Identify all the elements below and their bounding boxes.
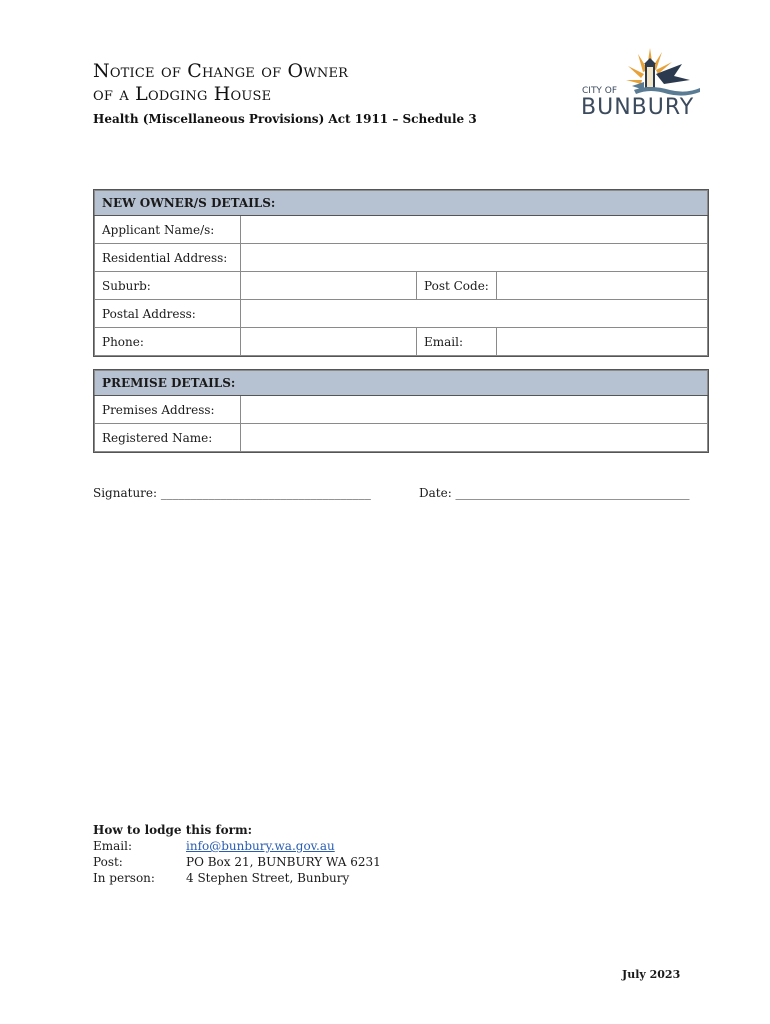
city-of-bunbury-logo [578, 46, 708, 122]
footer-date: July 2023 [622, 968, 681, 981]
applicant-name-label: Applicant Name/s: [95, 216, 241, 244]
lodge-email-row [93, 838, 381, 854]
suburb-field[interactable] [241, 272, 417, 300]
phone-label: Phone: [95, 328, 241, 356]
premises-address-label: Premises Address: [95, 396, 241, 424]
lodge-person-value: 4 Stephen Street, Bunbury [186, 871, 350, 885]
lodge-person-row [93, 870, 381, 886]
lodge-email-label: Email: [93, 839, 133, 853]
registered-name-field[interactable] [241, 424, 708, 452]
phone-field[interactable] [241, 328, 417, 356]
applicant-name-field[interactable] [241, 216, 708, 244]
new-owner-section [93, 189, 709, 357]
lodge-heading: How to lodge this form: [93, 823, 253, 837]
registered-name-label: Registered Name: [95, 424, 241, 452]
lodge-instructions [93, 822, 381, 886]
residential-address-field[interactable] [241, 244, 708, 272]
postcode-field[interactable] [497, 272, 708, 300]
logo-small-text: CITY OF [582, 86, 618, 96]
postal-address-field[interactable] [241, 300, 708, 328]
premises-address-field[interactable] [241, 396, 708, 424]
lodge-post-row [93, 854, 381, 870]
email-field[interactable] [497, 328, 708, 356]
postal-address-label: Postal Address: [95, 300, 241, 328]
title-line-1: Notice of Change of Owner [93, 60, 349, 82]
lodge-email-link[interactable]: info@bunbury.wa.gov.au [186, 839, 335, 853]
title-block [93, 60, 477, 126]
date-line[interactable]: Date: _______________________________________ [419, 486, 690, 500]
premise-table [94, 370, 708, 452]
suburb-label: Suburb: [95, 272, 241, 300]
new-owner-table [94, 190, 708, 356]
logo-graphic-icon [578, 46, 708, 122]
residential-address-label: Residential Address: [95, 244, 241, 272]
premise-section [93, 369, 709, 453]
lodge-post-value: PO Box 21, BUNBURY WA 6231 [186, 855, 381, 869]
email-label: Email: [417, 328, 497, 356]
form-subtitle: Health (Miscellaneous Provisions) Act 1911 – Schedule 3 [93, 112, 477, 126]
lodge-post-label: Post: [93, 855, 123, 869]
form-title [93, 60, 477, 106]
signature-line[interactable]: Signature: ___________________________________ [93, 486, 371, 500]
lodge-person-label: In person: [93, 871, 155, 885]
new-owner-heading: NEW OWNER/S DETAILS: [95, 191, 708, 216]
postcode-label: Post Code: [417, 272, 497, 300]
logo-big-text: BUNBURY [581, 95, 695, 120]
title-line-2: of a Lodging House [93, 83, 272, 105]
premise-heading: PREMISE DETAILS: [95, 371, 708, 396]
